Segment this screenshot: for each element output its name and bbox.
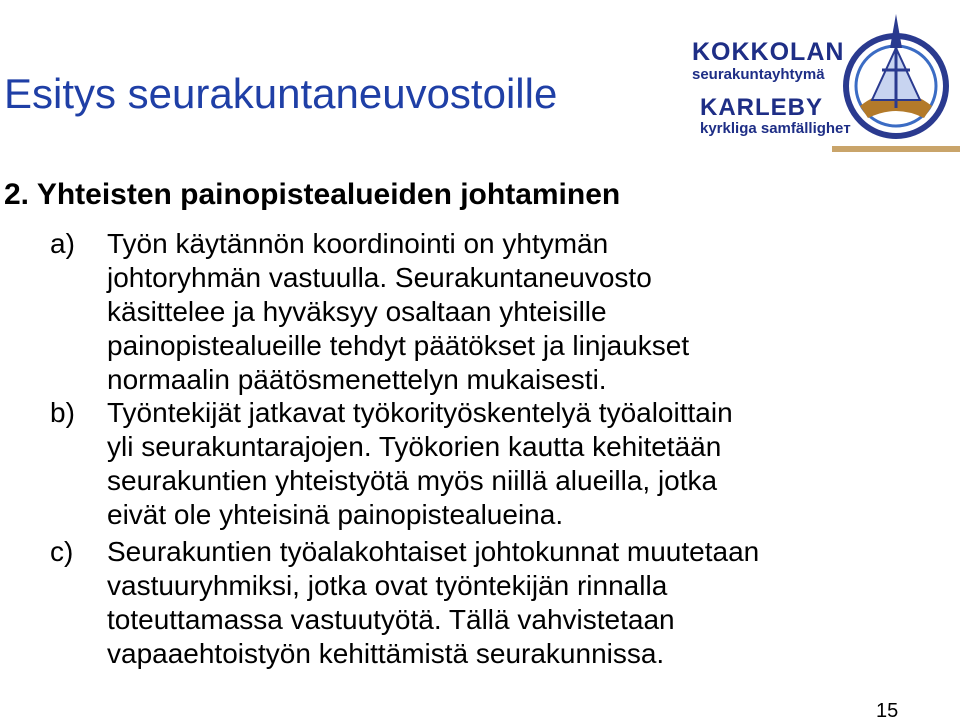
section-heading: 2. Yhteisten painopistealueiden johtaminen — [4, 178, 621, 211]
list-item-text — [107, 227, 689, 397]
text-line: painopistealueille tehdyt päätökset ja linjaukset — [107, 330, 690, 361]
text-line: toteuttamassa vastuutyötä. Tällä vahvistetaan — [107, 604, 675, 635]
text-line: johtoryhmän vastuulla. Seurakuntaneuvosto — [107, 262, 652, 293]
church-emblem-icon — [832, 8, 960, 154]
text-line: Seurakuntien työalakohtaiset johtokunnat muutetaan — [107, 536, 760, 567]
list-item-text — [107, 535, 759, 671]
logo-line-4: kyrkliga samfälligheт — [700, 120, 851, 137]
page-number: 15 — [876, 700, 899, 722]
text-line: käsittelee ja hyväksyy osaltaan yhteisille — [107, 296, 607, 327]
logo-line-3: KARLEBY — [700, 94, 824, 121]
text-line: eivät ole yhteisinä painopistealueina. — [107, 499, 564, 530]
text-line: seurakuntien yhteistyötä myös niillä alueilla, jotka — [107, 465, 718, 496]
list-item-text — [107, 396, 733, 532]
list-marker: b) — [50, 397, 75, 428]
text-line: vastuuryhmiksi, jotka ovat työntekijän rinnalla — [107, 570, 668, 601]
slide-title: Esitys seurakuntaneuvostoille — [4, 70, 558, 117]
list-marker: c) — [50, 536, 74, 567]
text-line: vapaaehtoistyön kehittämistä seurakunnissa. — [107, 638, 665, 669]
text-line: Työntekijät jatkavat työkorityöskentelyä työaloittain — [107, 397, 733, 428]
text-line: Työn käytännön koordinointi on yhtymän — [107, 228, 609, 259]
list-marker: a) — [50, 228, 75, 259]
logo-line-1: KOKKOLAN — [692, 38, 845, 66]
text-line: yli seurakuntarajojen. Työkorien kautta kehitetään — [107, 431, 722, 462]
organization-logo — [672, 8, 960, 156]
logo-line-2: seurakuntayhtymä — [692, 66, 825, 83]
text-line: normaalin päätösmenettelyn mukaisesti. — [107, 364, 607, 395]
